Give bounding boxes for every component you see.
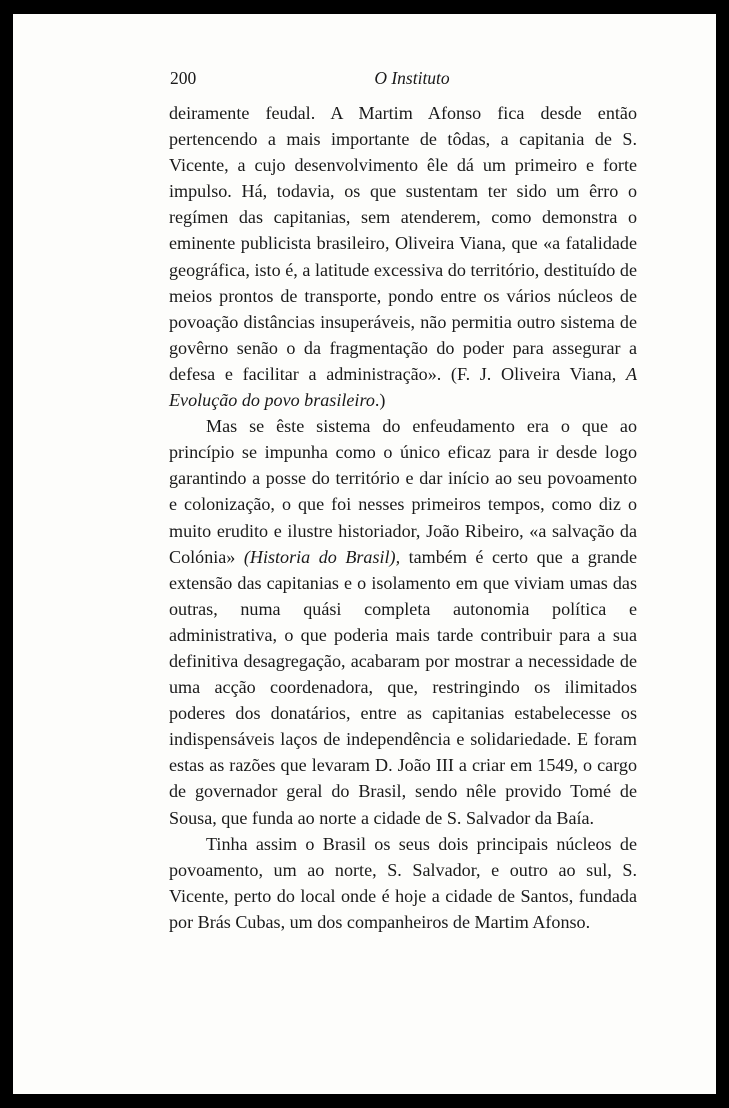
historia-citation: (Historia do Brasil),: [243, 546, 401, 567]
book-title-citation: A Evolução do povo brasileiro: [169, 363, 637, 411]
paragraph-3-text: Tinha assim o Brasil os seus dois principais núcleos de povoamento, um ao norte, S. Salvador, e outro ao sul, S. Vicente, perto do local onde é hoje a cidade de Santos, fundada por Brás Cubas, um dos companheiros de Martim Afonso.: [169, 833, 637, 932]
paragraph-1-end: .): [374, 390, 386, 411]
page-number: 200: [170, 68, 197, 88]
paragraph-2-end: também é certo que a grande extensão das capitanias e o isolamento em que viviam umas das outras, numa quási completa autonomia política e administrativa, o que poderia mais tarde contribuir para a sua definitiva desagregação, acabaram por mostrar a necessidade de uma acção coordenadora, que, restringindo os ilimitados poderes dos donatários, entre as capitanias estabelecesse os indispensáveis laços de independência e solidariedade. E foram estas as razões que levaram D. João III a criar em 1549, o cargo de governador geral do Brasil, sendo nêle provido Tomé de Sousa, que funda ao norte a cidade de S. Salvador da Baía.: [169, 546, 638, 828]
paragraph-2: [169, 413, 637, 831]
book-page: [13, 14, 716, 1094]
paragraph-1-text: deiramente feudal. A Martim Afonso fica desde então pertencendo a mais importante de tôdas, a capitania de S. Vicente, a cujo desenvolvimento êle dá um primeiro e forte impulso. Há, todavia, os que sustentam ter sido um êrro o regímen das capitanias, sem atenderem, como demonstra o eminente publicista brasileiro, Oliveira Viana, que «a fatalidade geográfica, isto é, a latitude excessiva do território, destituído de meios prontos de transporte, pondo entre os vários núcleos de povoação distâncias insuperáveis, não permitia outro sistema de govêrno senão o da fragmentação do poder para assegurar a defesa e facilitar a administração». (F. J. Oliveira Viana,: [169, 103, 637, 384]
paragraph-1: [169, 100, 637, 413]
paragraph-3: [169, 831, 637, 935]
running-head: [170, 68, 654, 92]
paragraph-2-text: Mas se êste sistema do enfeudamento era o que ao princípio se impunha como o único eficaz para ir desde logo garantindo a posse do território e dar início ao seu povoamento e colonização, o que foi nesses primeiros tempos, como diz o muito erudito e ilustre historiador, João Ribeiro, «a salvação da Colónia»: [169, 416, 637, 567]
journal-title: O Instituto: [374, 68, 450, 88]
body-text: [169, 100, 637, 935]
